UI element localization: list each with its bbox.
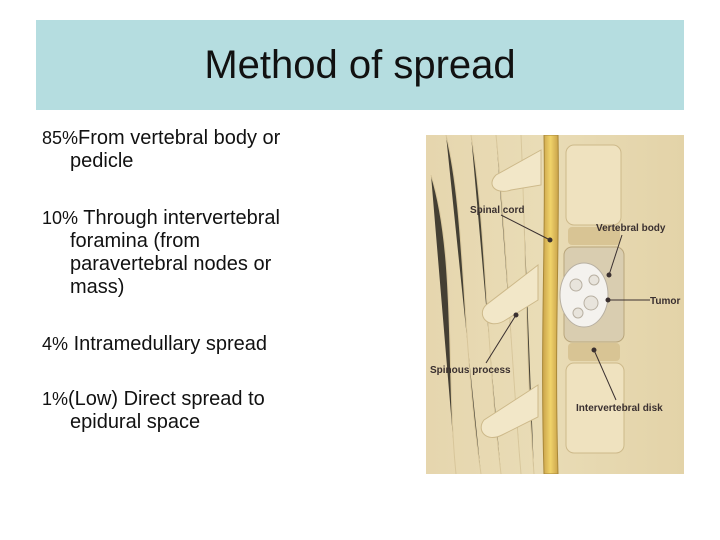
label-vertebral-body: Vertebral body [596,223,666,234]
title-bar [36,20,684,110]
bullet-percent: 10% [42,208,79,228]
tumor-mass [560,263,608,327]
bullet-text: paravertebral nodes or [70,253,272,275]
bullet-percent: 4% [42,334,69,354]
bullet-10 [42,207,372,299]
bullet-1 [42,388,372,434]
bullet-text: Through intervertebral [78,207,280,229]
label-tumor: Tumor [650,296,681,307]
slide-title: Method of spread [204,42,516,87]
bullet-list [42,127,372,468]
bullet-text: From vertebral body or [78,127,281,149]
label-spinal-cord: Spinal cord [470,205,525,216]
label-intervertebral-disk: Intervertebral disk [576,403,663,414]
bullet-text: epidural space [70,411,201,433]
spine-illustration [426,135,684,474]
bullet-text: Intramedullary spread [68,333,267,355]
spinal-cord [543,135,559,474]
bullet-text: mass) [70,276,125,298]
bullet-text: pedicle [70,150,134,172]
bullet-text: (Low) Direct spread to [68,388,265,410]
bullet-percent: 1% [42,389,69,409]
label-spinous-process: Spinous process [430,365,511,376]
bullet-85 [42,127,372,173]
bullet-percent: 85% [42,128,79,148]
bullet-4 [42,333,372,356]
bullet-text: foramina (from [70,230,201,252]
